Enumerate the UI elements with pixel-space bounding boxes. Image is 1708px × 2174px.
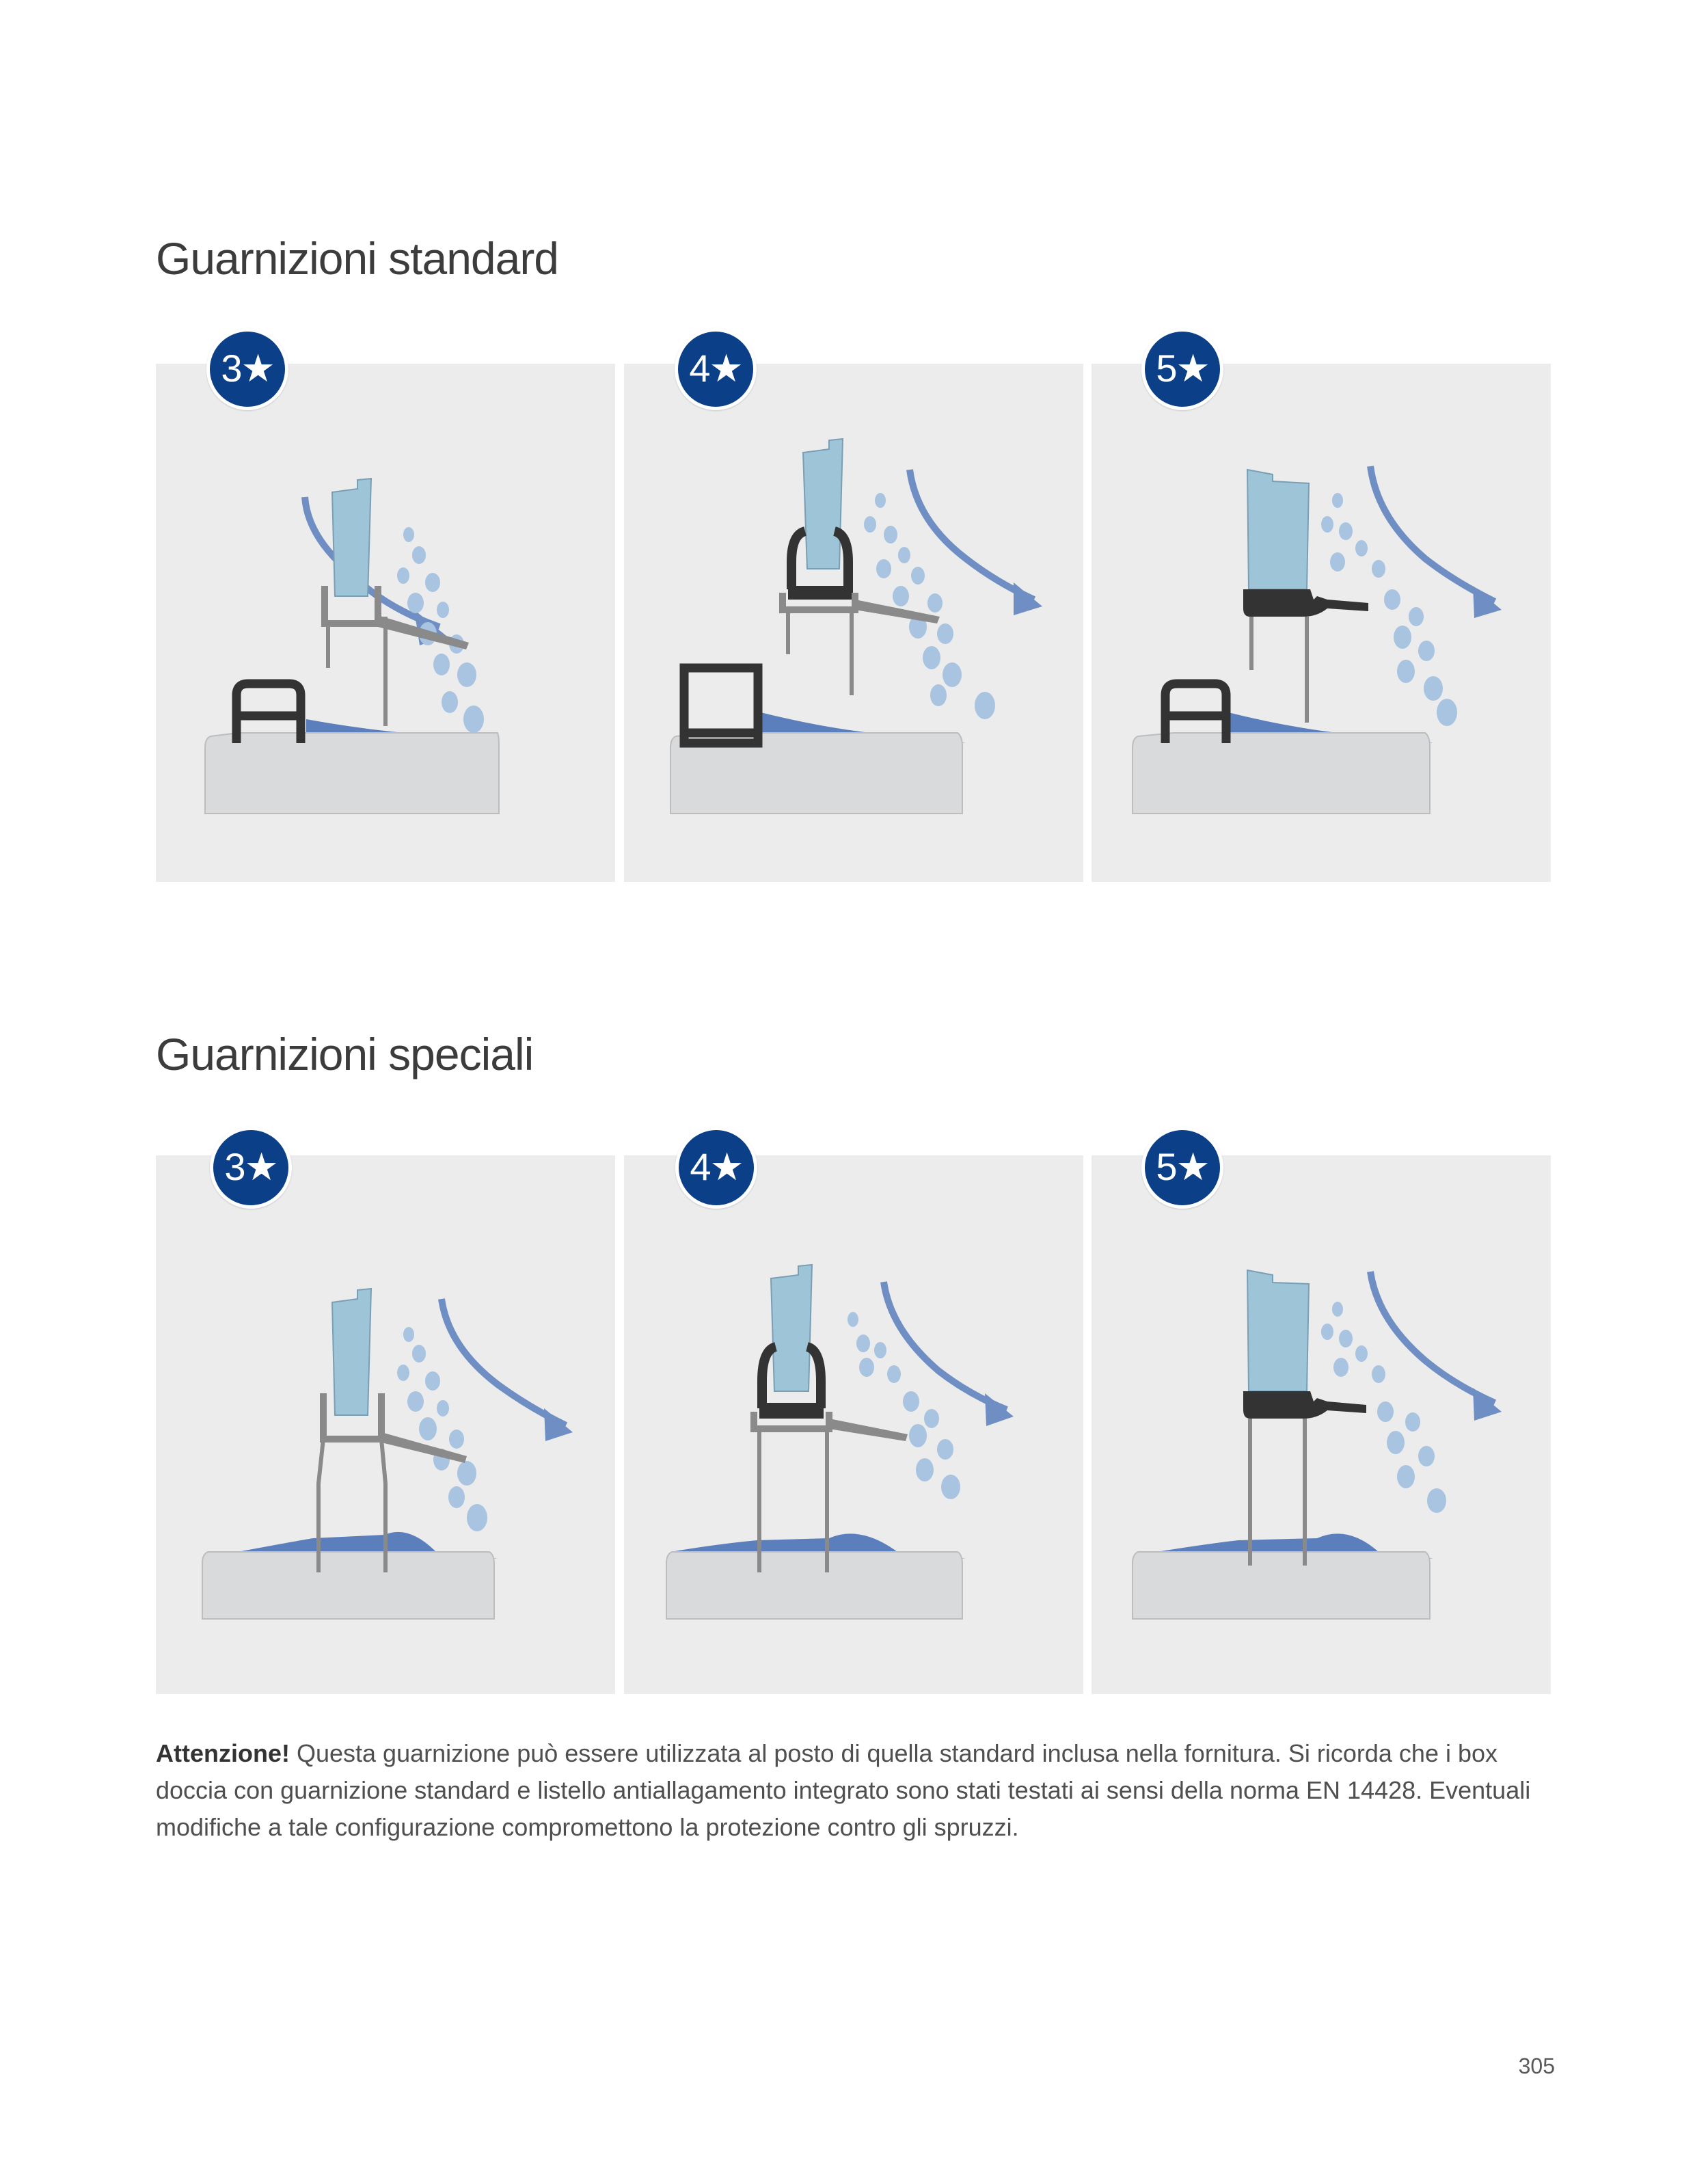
page-number: 305 <box>1518 2054 1555 2078</box>
star-rating-badge: 4★ <box>675 1127 757 1209</box>
star-rating-badge: 5★ <box>1141 1127 1223 1209</box>
section-title-standard: Guarnizioni standard <box>156 233 559 284</box>
illustration-panel-special-4 <box>624 1145 1083 1694</box>
illustration-panel-special-5 <box>1092 1145 1551 1694</box>
gasket-diagram <box>156 364 615 882</box>
section-title-special: Guarnizioni speciali <box>156 1029 534 1079</box>
illustration-panel-standard-5 <box>1092 347 1551 882</box>
illustration-panel-standard-4 <box>624 347 1083 882</box>
star-rating-badge: 4★ <box>675 328 757 410</box>
gasket-diagram <box>1092 364 1551 882</box>
star-rating-badge: 3★ <box>206 328 288 410</box>
star-rating-badge: 3★ <box>210 1127 292 1209</box>
gasket-diagram <box>1092 1155 1551 1694</box>
gasket-diagram <box>624 1155 1083 1694</box>
gasket-diagram <box>624 364 1083 882</box>
star-rating-badge: 5★ <box>1141 328 1223 410</box>
illustration-panel-special-3 <box>156 1145 615 1694</box>
attention-text: Questa guarnizione può essere utilizzata al posto di quella standard inclusa nella fornitura. Si ricorda che i box doccia con guarnizione standard e listello antiallagamento integrato sono stati testati ai sensi della norma EN 14428. Eventuali modifiche a tale configurazione compromettono la protezione contro gli spruzzi. <box>156 1739 1531 1841</box>
illustration-panel-standard-3 <box>156 347 615 882</box>
attention-label: Attenzione! <box>156 1739 290 1767</box>
gasket-diagram <box>156 1155 615 1694</box>
attention-notice <box>156 1735 1557 1846</box>
